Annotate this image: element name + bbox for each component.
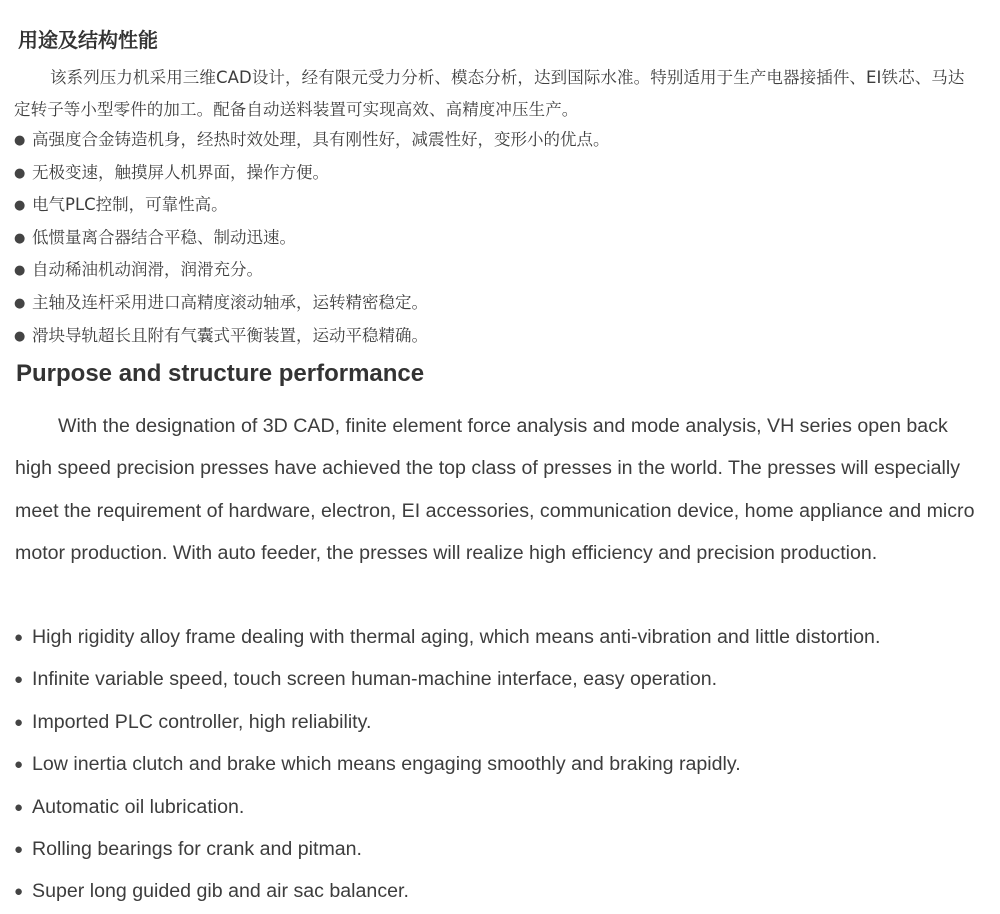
list-item (14, 320, 610, 353)
bullet-icon: ● (14, 198, 26, 214)
feature-text: Automatic oil lubrication. (32, 795, 245, 818)
list-item (14, 616, 880, 658)
feature-text: Rolling bearings for crank and pitman. (32, 837, 363, 860)
feature-text: 电气PLC控制，可靠性高。 (32, 195, 228, 215)
list-item (14, 658, 880, 700)
list-item (14, 222, 610, 255)
chinese-heading: 用途及结构性能 (18, 28, 158, 52)
bullet-icon: ● (14, 328, 26, 344)
list-item (14, 157, 610, 190)
feature-text: 滑块导轨超长且附有气囊式平衡装置，运动平稳精确。 (32, 325, 428, 345)
list-item (14, 189, 610, 222)
chinese-feature-list (14, 124, 610, 352)
list-item (14, 786, 880, 828)
bullet-icon: ● (14, 295, 26, 311)
bullet-icon: ● (14, 230, 26, 246)
list-item (14, 743, 880, 785)
bullet-icon: ● (14, 671, 24, 689)
feature-text: 主轴及连杆采用进口高精度滚动轴承，运转精密稳定。 (32, 292, 428, 312)
feature-text: 高强度合金铸造机身，经热时效处理，具有刚性好，减震性好，变形小的优点。 (32, 130, 610, 149)
feature-text: Low inertia clutch and brake which means engaging smoothly and braking rapidly. (32, 753, 741, 776)
english-feature-list (14, 616, 880, 913)
feature-text: 自动稀油机动润滑，润滑充分。 (32, 260, 263, 280)
bullet-icon: ● (14, 165, 26, 181)
bullet-icon: ● (14, 713, 24, 731)
list-item (14, 701, 880, 743)
bullet-icon: ● (14, 840, 24, 858)
feature-text: Super long guided gib and air sac balancer. (32, 880, 409, 903)
english-heading: Purpose and structure performance (16, 360, 425, 387)
feature-text: High rigidity alloy frame dealing with thermal aging, which means anti-vibration and little distortion. (32, 626, 881, 648)
chinese-intro-paragraph: 该系列压力机采用三维CAD设计，经有限元受力分析、模态分析，达到国际水准。特别适用于生产电器接插件、EI铁芯、马达定转子等小型零件的加工。配备自动送料装置可实现高效、高精度冲压生产。 (14, 68, 965, 119)
english-intro-paragraph: With the designation of 3D CAD, finite element force analysis and mode analysis, VH series open back high speed precision presses have achieved the top class of presses in the world. The presses will especially meet the requirement of hardware, electron, EI accessories, communication device, home appliance and micro motor production. With auto feeder, the presses will realize high efficiency and precision production. (15, 415, 975, 565)
feature-text: Imported PLC controller, high reliability. (32, 710, 372, 733)
feature-text: Infinite variable speed, touch screen human-machine interface, easy operation. (32, 668, 718, 691)
bullet-icon: ● (14, 883, 24, 901)
bullet-icon: ● (14, 629, 24, 646)
list-item (14, 287, 610, 320)
list-item (14, 828, 880, 870)
feature-text: 低惯量离合器结合平稳、制动迅速。 (32, 227, 296, 247)
bullet-icon: ● (14, 263, 26, 279)
bullet-icon: ● (14, 756, 24, 774)
list-item (14, 254, 610, 287)
bullet-icon: ● (14, 798, 24, 816)
bullet-icon: ● (14, 133, 26, 148)
feature-text: 无极变速，触摸屏人机界面，操作方便。 (32, 162, 329, 182)
list-item (14, 124, 610, 157)
list-item (14, 870, 880, 912)
